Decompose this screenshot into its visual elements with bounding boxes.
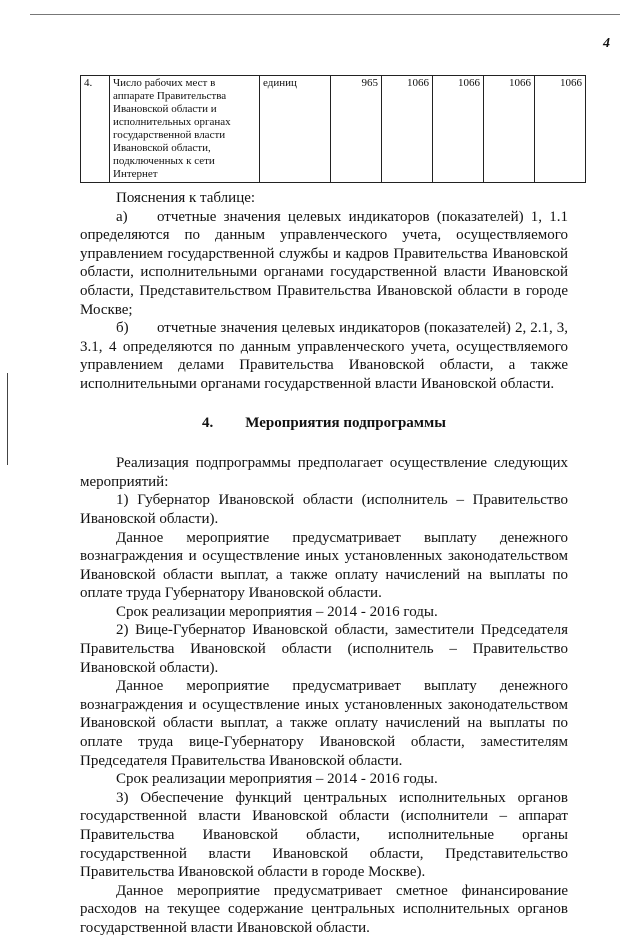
value-cell: 965 <box>331 76 382 183</box>
note-a-text: отчетные значения целевых индикаторов (показателей) 1, 1.1 определяются по данным управленческого учета, осуществляемого управлением государственной службы и кадров Правительства Ивановской области, исполнительными органами государственной власти Ивановской области, Представительством Правительства Ивановской области в городе Москве; <box>80 208 568 318</box>
paragraph: 1) Губернатор Ивановской области (исполнитель – Правительство Ивановской области). <box>80 492 568 527</box>
body-text <box>80 189 568 938</box>
page-number: 4 <box>603 36 610 51</box>
note-a <box>80 208 568 320</box>
value-cell: 1066 <box>535 76 586 183</box>
value-cell: 1066 <box>382 76 433 183</box>
paragraph: Данное мероприятие предусматривает выплату денежного вознаграждения и осуществление иных установленных законодательством Ивановской области выплат, а также оплату начислений на выплаты по оплате труда Губернатору Ивановской области. <box>80 529 568 602</box>
note-a-label: а) <box>116 208 128 225</box>
value-cell: 1066 <box>433 76 484 183</box>
paragraph: Данное мероприятие предусматривает сметное финансирование расходов на текущее содержание центральных исполнительных органов государственной власти Ивановской области. <box>80 882 568 936</box>
paragraph: Реализация подпрограммы предполагает осуществление следующих мероприятий: <box>80 455 568 490</box>
paragraph: Срок реализации мероприятия – 2014 - 2016 годы. <box>116 771 438 788</box>
indicator-name: Число рабочих мест в аппарате Правительства Ивановской области и исполнительных органах государственной власти Ивановской области, подключенных к сети Интернет <box>110 76 260 183</box>
note-b <box>80 319 568 393</box>
note-b-label: б) <box>116 320 129 337</box>
paragraph: Срок реализации мероприятия – 2014 - 2016 годы. <box>116 603 438 620</box>
row-number: 4. <box>81 76 110 183</box>
section-heading <box>80 414 568 433</box>
value-cell: 1066 <box>484 76 535 183</box>
notes-heading: Пояснения к таблице: <box>116 190 256 206</box>
top-rule <box>30 14 620 15</box>
table-row <box>81 76 586 183</box>
paragraph: Данное мероприятие предусматривает выплату денежного вознаграждения и осуществление иных установленных законодательством Ивановской области выплат, а также оплату начислений на выплаты по оплате труда вице-Губернатору Ивановской области, заместителям Председателя Правительства Ивановской области. <box>80 678 568 769</box>
note-b-text: отчетные значения целевых индикаторов (показателей) 2, 2.1, 3, 3.1, 4 определяются по данным управленческого учета, осуществляемого управлением делами Правительства Ивановской области, а также исполнительными органами государственной власти Ивановской области. <box>80 320 568 392</box>
margin-mark <box>7 373 8 465</box>
unit-cell: единиц <box>260 76 331 183</box>
indicators-table <box>80 75 586 183</box>
section-title: Мероприятия подпрограммы <box>245 414 446 431</box>
section-number: 4. <box>202 414 214 431</box>
paragraph: 2) Вице-Губернатор Ивановской области, заместители Председателя Правительства Ивановской области (исполнитель – Правительство Ивановской области). <box>80 622 568 676</box>
paragraph: 3) Обеспечение функций центральных исполнительных органов государственной власти Ивановской области (исполнители – аппарат Правительства Ивановской области, исполнительные органы государственной власти Ивановской области, Представительство Правительства Ивановской области в городе Москве). <box>80 789 568 881</box>
